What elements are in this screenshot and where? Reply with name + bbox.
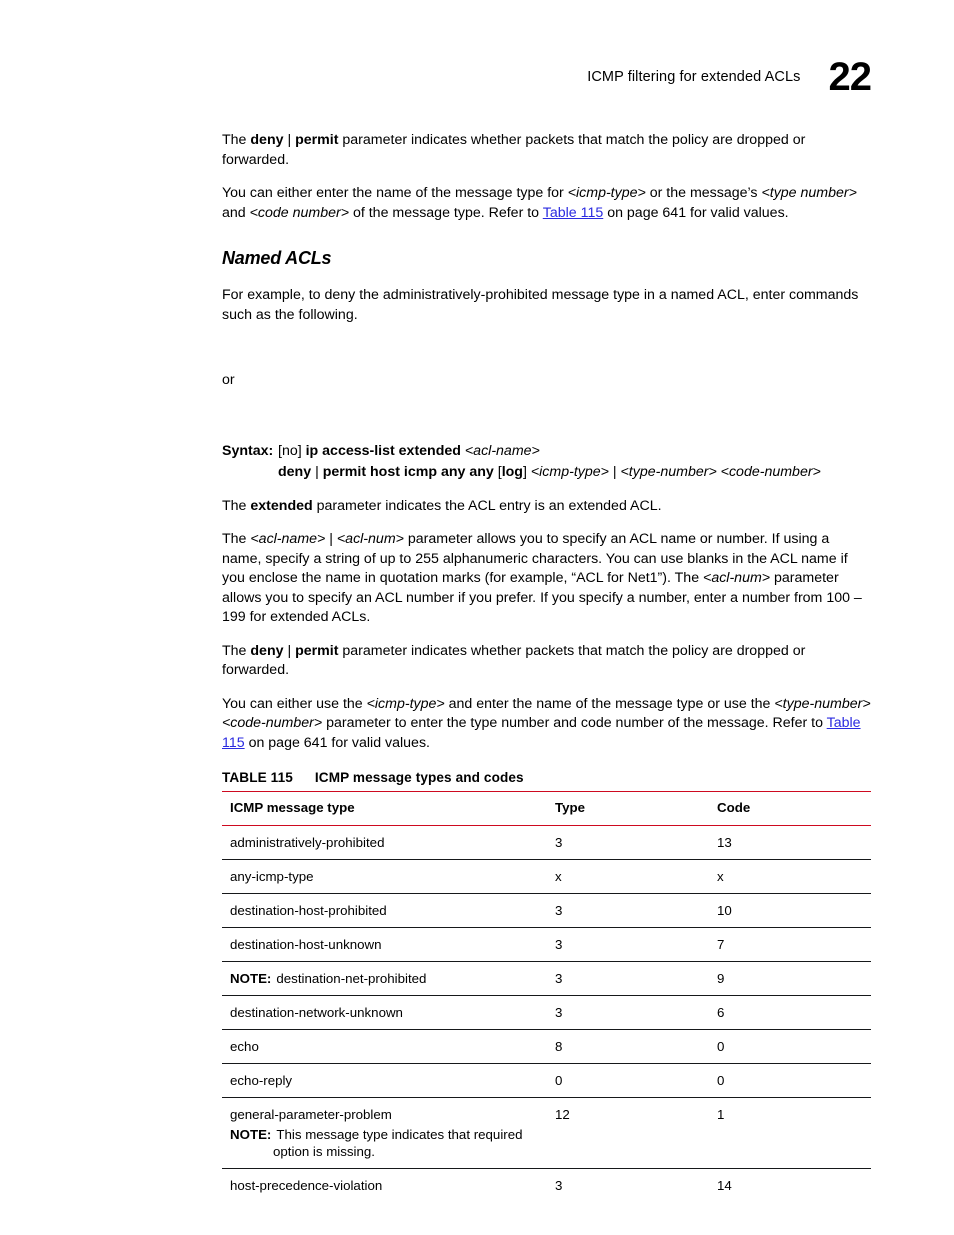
xref-table-115-2[interactable]: Table 115 [222, 715, 861, 751]
syntax-row-1 [222, 441, 871, 462]
syntax-line-2 [278, 462, 871, 483]
table-row [222, 1064, 871, 1098]
cell-note [230, 1126, 547, 1160]
paragraph-named-acl-example: For example, to deny the administratively-prohibited message type in a named ACL, enter commands such as the following. [222, 287, 859, 323]
p7-type-code-number: <type-number> <code-number> [222, 695, 871, 731]
table-header [222, 792, 871, 826]
paragraph-acl-name-num [222, 530, 871, 628]
cell-type: 3 [555, 835, 563, 850]
cell-type: 3 [555, 937, 563, 952]
syntax2-bracket-close: ] [522, 463, 531, 480]
table-row [222, 1098, 871, 1169]
p7-t3: parameter to enter the type number and code number of the message. Refer to [322, 715, 827, 731]
syntax2-icmp-type: <icmp-type> [530, 463, 609, 480]
p7-t1: You can either use the [222, 695, 367, 712]
p4-t2: parameter indicates the ACL entry is an extended ACL. [312, 497, 662, 514]
xref-table-115-1[interactable]: Table 115 [542, 204, 604, 221]
p6-keyword-permit: permit [295, 642, 339, 659]
cell-code: 0 [717, 1073, 725, 1088]
p5-acl-num-1: <acl-num> [336, 531, 404, 547]
note-label: NOTE: [230, 971, 272, 986]
cell-type: x [555, 869, 562, 884]
syntax1-command: ip access-list extended [305, 442, 461, 459]
table-row [222, 1030, 871, 1064]
cell-message-type [222, 962, 547, 996]
or-connector: or [222, 372, 235, 388]
p1-separator: | [283, 132, 296, 148]
note-first-line [230, 1126, 547, 1143]
p7-icmp-type: <icmp-type> [366, 695, 445, 712]
cell-type: 3 [555, 1178, 563, 1193]
cell-message-type: echo [230, 1039, 259, 1054]
cell-message-type-text: destination-net-prohibited [276, 971, 427, 986]
cell-code: 0 [717, 1039, 725, 1054]
cell-type: 8 [555, 1039, 563, 1054]
p1-keyword-deny: deny [250, 132, 284, 148]
p2-t3: and [222, 204, 250, 221]
cell-message-type-text: general-parameter-problem [230, 1107, 392, 1122]
p5-acl-name: <acl-name> [250, 531, 326, 547]
paragraph-deny-permit-1 [222, 131, 871, 170]
cell-type: 0 [555, 1073, 563, 1088]
p4-t1: The [222, 497, 251, 514]
cell-code: 13 [717, 835, 732, 850]
note-text-line1: This message type indicates that required [276, 1127, 523, 1142]
cell-message-type: any-icmp-type [230, 869, 314, 884]
syntax2-sep: | [311, 463, 323, 480]
cell-code: 1 [717, 1107, 725, 1122]
p1-text-after: parameter indicates whether packets that match the policy are dropped or forwarded. [222, 132, 806, 168]
syntax2-pipe: | [608, 463, 621, 480]
table-row [222, 962, 871, 996]
syntax1-acl-name: <acl-name> [460, 442, 540, 459]
cell-message-type: administratively-prohibited [230, 835, 385, 850]
p5-t1: The [222, 531, 251, 547]
table-row [222, 826, 871, 860]
p4-keyword-extended: extended [250, 497, 313, 514]
p2-t2: or the message’s [645, 185, 762, 201]
p2-t5: on page 641 for valid values. [603, 204, 789, 221]
column-header-code: Code [717, 800, 751, 815]
cell-type: 3 [555, 903, 563, 918]
code-example-block-2 [222, 391, 871, 441]
p2-t4: of the message type. Refer to [349, 204, 543, 221]
table-row [222, 996, 871, 1030]
cell-message-type: echo-reply [230, 1073, 293, 1088]
running-header [0, 52, 871, 99]
p2-t1: You can either enter the name of the message type for [222, 185, 568, 201]
syntax2-log: log [501, 463, 523, 480]
table-body [222, 826, 871, 1203]
p2-code-number: <code number> [249, 204, 350, 221]
syntax-label: Syntax: [222, 442, 274, 459]
cell-code: 6 [717, 1005, 725, 1020]
paragraph-icmp-type-2 [222, 695, 871, 754]
paragraph-icmp-type-1 [222, 184, 871, 223]
column-header-message-type: ICMP message type [230, 800, 355, 815]
table-caption-text: ICMP message types and codes [314, 770, 524, 785]
note-text-line2: option is missing. [273, 1144, 375, 1159]
p5-t3: parameter allows you to specify an ACL name or number. If using a name, specify a string of up to 255 alphanumeric characters. You can use blanks in the ACL name if you enclose the name in quotation marks (for example, “ACL for Net1”). The [222, 531, 848, 586]
syntax2-type-code-number: <type-number> <code-number> [620, 463, 821, 480]
page-content [222, 131, 871, 1202]
table-section [222, 770, 871, 1202]
paragraph-extended-parameter [222, 497, 871, 517]
table-row [222, 928, 871, 962]
table-row [222, 860, 871, 894]
cell-type: 3 [555, 1005, 563, 1020]
section-heading-named-acls: Named ACLs [222, 248, 332, 268]
p2-icmp-type: <icmp-type> [567, 185, 646, 201]
cell-code: 14 [717, 1178, 732, 1193]
p6-separator: | [283, 642, 296, 659]
table-row [222, 1169, 871, 1203]
note-label: NOTE: [230, 1127, 272, 1142]
table-header-row [222, 792, 871, 826]
running-header-title: ICMP filtering for extended ACLs [587, 69, 801, 85]
paragraph-deny-permit-2 [222, 642, 871, 681]
syntax-line-1 [278, 441, 871, 462]
p5-t4: parameter allows you to specify an ACL number if you prefer. If you specify a number, enter a number from 100 – 199 for extended ACLs. [222, 570, 862, 625]
syntax2-deny: deny [278, 463, 312, 480]
cell-message-type: host-precedence-violation [230, 1178, 383, 1193]
cell-message-type: destination-network-unknown [230, 1005, 403, 1020]
cell-message-type: destination-host-unknown [230, 937, 382, 952]
cell-code: 9 [717, 971, 725, 986]
cell-code: x [717, 869, 724, 884]
p7-t2: and enter the name of the message type or use the [444, 695, 775, 712]
syntax-row-2 [222, 462, 871, 483]
column-header-type: Type [555, 800, 586, 815]
cell-code: 10 [717, 903, 732, 918]
p5-acl-num-2: <acl-num> [703, 570, 771, 586]
p5-t2: | [325, 531, 337, 547]
p1-text-before: The [222, 132, 251, 148]
cell-message-type [222, 1098, 547, 1169]
syntax-block [222, 441, 871, 483]
cell-type: 12 [555, 1107, 570, 1122]
syntax2-permit-host: permit host icmp any any [322, 463, 494, 480]
p2-type-number: <type number> [761, 185, 857, 201]
table-caption [222, 770, 871, 785]
p6-text-after: parameter indicates whether packets that match the policy are dropped or forwarded. [222, 642, 806, 678]
p6-text-before: The [222, 642, 251, 659]
syntax2-bracket-open: [ [493, 463, 502, 480]
p1-keyword-permit: permit [295, 132, 339, 148]
syntax1-no: [no] [278, 442, 306, 459]
table-caption-label: TABLE 115 [222, 770, 293, 785]
p6-keyword-deny: deny [250, 642, 284, 659]
cell-code: 7 [717, 937, 725, 952]
cell-message-type: destination-host-prohibited [230, 903, 387, 918]
icmp-message-types-table [222, 791, 871, 1202]
cell-type: 3 [555, 971, 563, 986]
table-row [222, 894, 871, 928]
chapter-number: 22 [828, 55, 871, 99]
code-example-block-1 [222, 325, 871, 371]
p7-t4: on page 641 for valid values. [244, 734, 430, 751]
